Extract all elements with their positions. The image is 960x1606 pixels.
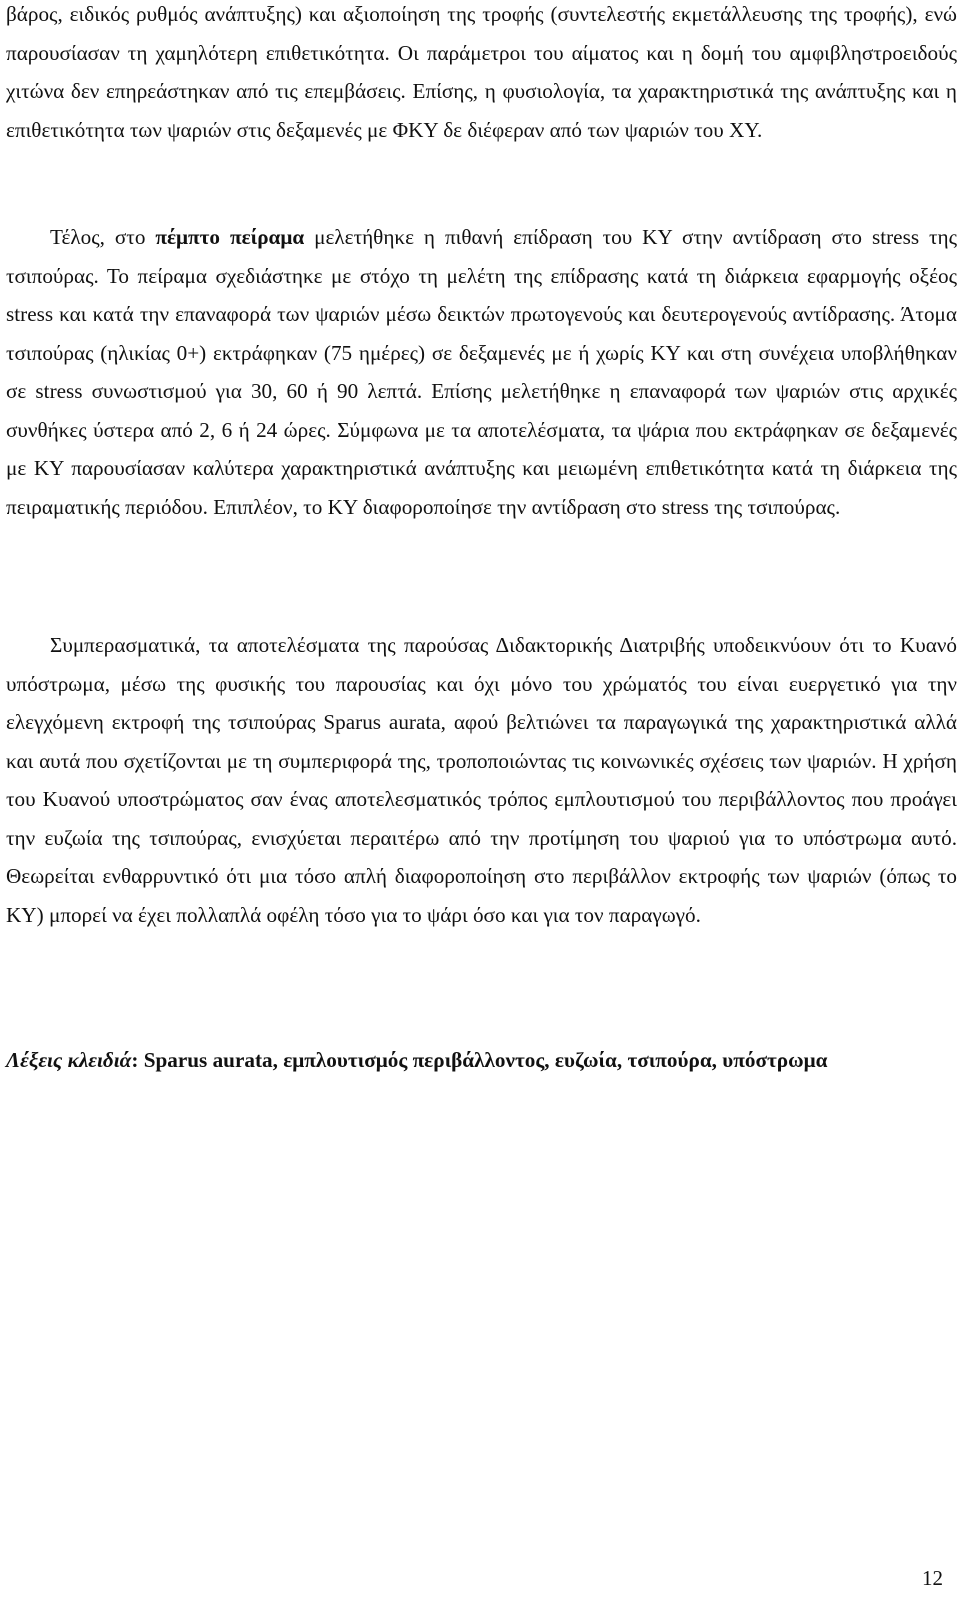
- keywords-label: Λέξεις κλειδιά: [6, 1048, 132, 1072]
- paragraph-results-continued: [6, 0, 957, 149]
- paragraph-text: Συμπερασματικά, τα αποτελέσματα της παρούσας Διδακτορικής Διατριβής υποδεικνύουν ότι το Κυανό υπόστρωμα, μέσω της φυσικής του παρουσίας και όχι μόνο του χρώματός του είναι ευεργετικό για την ελεγχόμενη εκτροφή της τσιπούρας Sparus aurata, αφού βελτιώνει τα παραγωγικά της χαρακτηριστικά αλλά και αυτά που σχετίζονται με τη συμπεριφορά της, τροποποιώντας τις κοινωνικές σχέσεις των ψαριών. Η χρήση του Κυανού υποστρώματος σαν ένας αποτελεσματικός τρόπος εμπλουτισμού του περιβάλλοντος που προάγει την ευζωία της τσιπούρας, ενισχύεται περαιτέρω από την προτίμηση του ψαριού για το υπόστρωμα αυτό. Θεωρείται ενθαρρυντικό ότι μια τόσο απλή διαφοροποίηση στο περιβάλλον εκτροφής των ψαριών (όπως το ΚΥ) μπορεί να έχει πολλαπλά οφέλη τόσο για το ψάρι όσο και για τον παραγωγό.: [6, 633, 957, 927]
- keywords-line: [6, 1041, 957, 1080]
- keywords-separator: :: [131, 1048, 144, 1072]
- bold-phrase: πέμπτο πείραμα: [155, 225, 305, 249]
- paragraph-text: βάρος, ειδικός ρυθμός ανάπτυξης) και αξιοποίηση της τροφής (συντελεστής εκμετάλλευσης της τροφής), ενώ παρουσίασαν τη χαμηλότερη επιθετικότητα. Οι παράμετροι του αίματος και η δομή του αμφιβληστροειδούς χιτώνα δεν επηρεάστηκαν από τις επεμβάσεις. Επίσης, η φυσιολογία, τα χαρακτηριστικά της ανάπτυξης και η επιθετικότητα των ψαριών στις δεξαμενές με ΦΚΥ δε διέφεραν από των ψαριών του ΧΥ.: [6, 2, 957, 142]
- paragraph-fifth-experiment: [6, 218, 957, 526]
- keywords-list: Sparus aurata, εμπλουτισμός περιβάλλοντος, ευζωία, τσιπούρα, υπόστρωμα: [143, 1048, 828, 1072]
- paragraph-conclusions: [6, 626, 957, 934]
- paragraph-text-start: Τέλος, στο: [50, 225, 156, 249]
- page-number: 12: [922, 1566, 943, 1590]
- paragraph-text-rest: μελετήθηκε η πιθανή επίδραση του ΚΥ στην αντίδραση στο stress της τσιπούρας. Το πείραμα σχεδιάστηκε με στόχο τη μελέτη της επίδρασης κατά τη διάρκεια εφαρμογής οξέος stress και κατά την επαναφορά των ψαριών μέσω δεικτών πρωτογενούς και δευτερογενούς αντίδρασης. Άτομα τσιπούρας (ηλικίας 0+) εκτράφηκαν (75 ημέρες) σε δεξαμενές με ή χωρίς ΚΥ και στη συνέχεια υποβλήθηκαν σε stress συνωστισμού για 30, 60 ή 90 λεπτά. Επίσης μελετήθηκε η επαναφορά των ψαριών στις αρχικές συνθήκες ύστερα από 2, 6 ή 24 ώρες. Σύμφωνα με τα αποτελέσματα, τα ψάρια που εκτράφηκαν σε δεξαμενές με ΚΥ παρουσίασαν καλύτερα χαρακτηριστικά ανάπτυξης και μειωμένη επιθετικότητα κατά τη διάρκεια της πειραματικής περιόδου. Επιπλέον, το ΚΥ διαφοροποίησε την αντίδραση στο stress της τσιπούρας.: [6, 225, 957, 519]
